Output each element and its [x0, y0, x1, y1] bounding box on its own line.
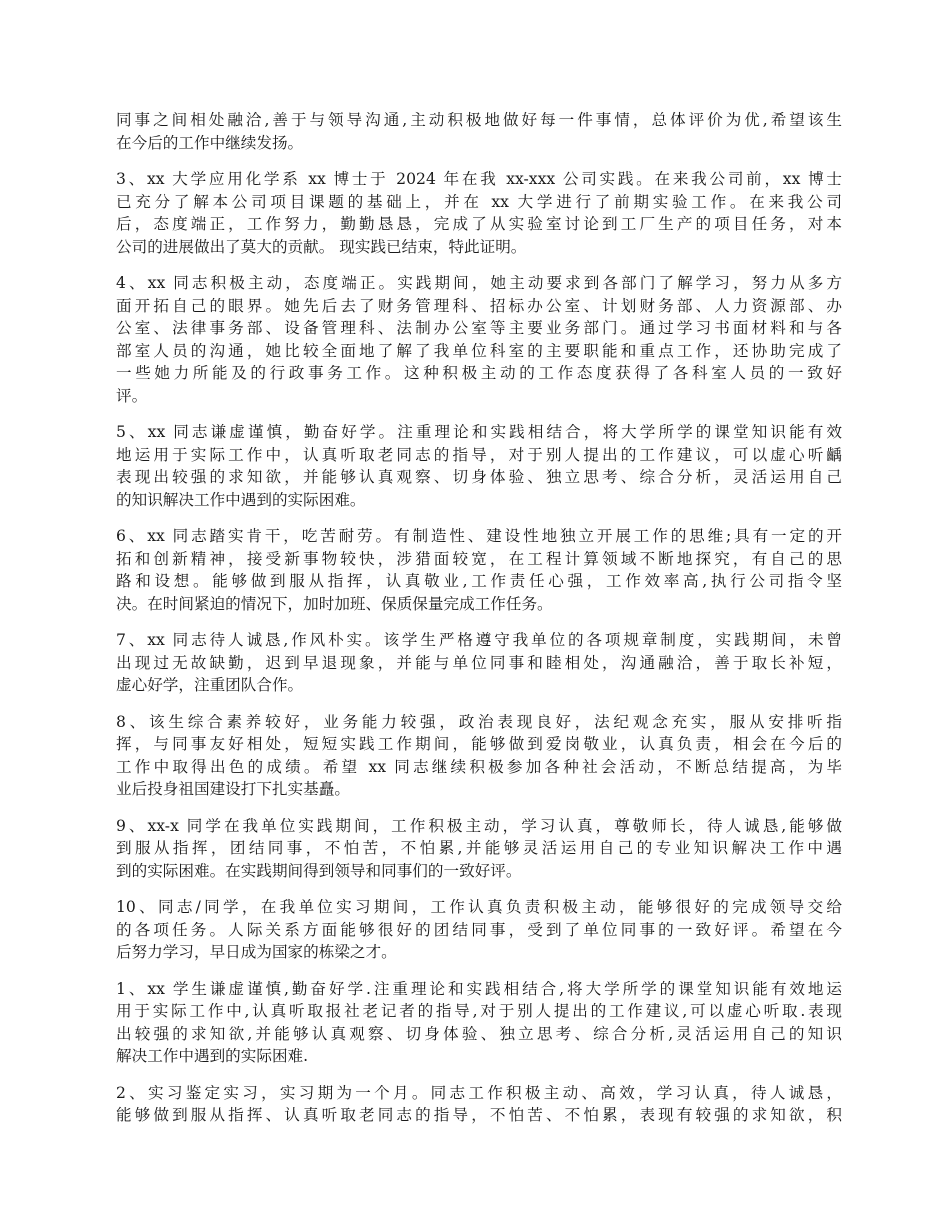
text-line: 5、xx 同志谦虚谨慎，勤奋好学。注重理论和实践相结合，将大学所学的课堂知识能有效 — [116, 423, 842, 441]
text-line: 1、xx 学生谦虚谨慎,勤奋好学.注重理论和实践相结合,将大学所学的课堂知识能有效地运 — [116, 979, 842, 998]
paragraph-item-8 — [116, 711, 842, 801]
text-line: 解决工作中遇到的实际困难. — [116, 1047, 309, 1065]
text-line: 的知识解决工作中遇到的实际困难。 — [116, 490, 366, 509]
document-body — [116, 109, 842, 1141]
text-line: 后努力学习，早日成为国家的栋梁之才。 — [116, 943, 397, 961]
text-line: 的各项任务。人际关系方面能够很好的团结同事，受到了单位同事的一致好评。希望在今 — [116, 920, 842, 939]
text-line: 出现过无故缺勤，迟到早退现象，并能与单位同事和睦相处，沟通融洽，善于取长补短， — [116, 653, 842, 672]
paragraph-item-9 — [116, 815, 842, 883]
text-line: 10、同志/同学，在我单位实习期间，工作认真负责积极主动，能够很好的完成领导交给 — [116, 898, 842, 916]
text-line: 后，态度端正，工作努力，勤勤恳恳，完成了从实验室讨论到工厂生产的项目任务，对本 — [116, 215, 842, 233]
text-line: 评。 — [116, 386, 148, 405]
text-line: 3、xx 大学应用化学系 xx 博士于 2024 年在我 xx-xxx 公司实践。在来我公司前，xx 博士 — [116, 170, 842, 188]
paragraph-item-6 — [116, 525, 842, 615]
text-line: 已充分了解本公司项目课题的基础上，并在 xx 大学进行了前期实验工作。在来我公司 — [116, 192, 842, 211]
text-line: 到的实际困难。在实践期间得到领导和同事们的一致好评。 — [116, 861, 522, 880]
text-line: 地运用于实际工作中，认真听取老同志的指导，对于别人提出的工作建议，可以虚心听齲 — [116, 445, 842, 464]
text-line: 出较强的求知欲,并能够认真观察、切身体验、独立思考、综合分析,灵活运用自己的知识 — [116, 1024, 842, 1043]
text-line: 决。在时间紧迫的情况下，加时加班、保质保量完成工作任务。 — [116, 594, 553, 613]
paragraph-item-1 — [116, 978, 842, 1068]
text-line: 公室、法律事务部、设备管理科、法制办公室等主要业务部门。通过学习书面材料和与各 — [116, 319, 842, 337]
text-line: 一些她力所能及的行政事务工作。这种积极主动的工作态度获得了各科室人员的一致好 — [116, 364, 842, 382]
paragraph-item-2 — [116, 1082, 842, 1127]
text-line: 用于实际工作中,认真听取报社老记者的指导,对于别人提出的工作建议,可以虚心听取.表现 — [116, 1002, 842, 1020]
text-line: 在今后的工作中继续发扬。 — [116, 133, 304, 152]
text-line: 面开拓自己的眼界。她先后去了财务管理科、招标办公室、计划财务部、人力资源部、办 — [116, 296, 842, 315]
text-line: 6、xx 同志踏实肯干，吃苦耐劳。有制造性、建设性地独立开展工作的思维;具有一定的开 — [116, 527, 842, 545]
text-line: 9、xx-x 同学在我单位实践期间，工作积极主动，学习认真，尊敬师长，待人诚恳,能够做 — [116, 816, 842, 835]
text-line: 部室人员的沟通，她比较全面地了解了我单位科室的主要职能和重点工作，还协助完成了 — [116, 341, 842, 360]
text-line: 能够做到服从指挥、认真听取老同志的指导，不怕苦、不怕累，表现有较强的求知欲，积 — [116, 1106, 842, 1124]
text-line: 拓和创新精神，接受新事物较快，涉猎面较宽，在工程计算领域不断地探究，有自己的思 — [116, 549, 842, 568]
text-line: 7、xx 同志待人诚恳,作风朴实。该学生严格遵守我单位的各项规章制度，实践期间，未曾 — [116, 631, 842, 649]
paragraph-item-10 — [116, 896, 842, 964]
text-line: 8、该生综合素养较好，业务能力较强，政治表现良好，法纪观念充实，服从安排听指 — [116, 712, 842, 731]
text-line: 业后投身祖国建设打下扎实基矗。 — [116, 780, 350, 798]
text-line: 4、xx 同志积极主动，态度端正。实践期间，她主动要求到各部门了解学习，努力从多方 — [116, 274, 842, 292]
text-line: 工作中取得出色的成绩。希望 xx 同志继续积极参加各种社会活动，不断总结提高，为毕 — [116, 757, 842, 776]
paragraph-item-4 — [116, 272, 842, 407]
text-line: 虚心好学，注重团队合作。 — [116, 676, 304, 694]
paragraph-item-5 — [116, 421, 842, 511]
text-line: 同事之间相处融洽,善于与领导沟通,主动积极地做好每一件事情，总体评价为优,希望该生 — [116, 111, 842, 129]
text-line: 到服从指挥，团结同事，不怕苦，不怕累,并能够灵活运用自己的专业知识解决工作中遇 — [116, 839, 842, 857]
text-line: 挥，与同事友好相处，短短实践工作期间，能够做到爱岗敬业，认真负责，相会在今后的 — [116, 735, 842, 753]
text-line: 2、实习鉴定实习，实习期为一个月。同志工作积极主动、高效，学习认真，待人诚恳， — [116, 1083, 842, 1102]
paragraph-item-3 — [116, 168, 842, 258]
text-line: 表现出较强的求知欲，并能够认真观察、切身体验、独立思考、综合分析，灵活运用自己 — [116, 468, 842, 486]
text-line: 路和设想。能够做到服从指挥，认真敬业,工作责任心强，工作效率高,执行公司指令坚 — [116, 572, 842, 590]
paragraph-evaluation-summary — [116, 109, 842, 154]
paragraph-item-7 — [116, 629, 842, 697]
text-line: 公司的进展做出了莫大的贡献。 现实践已结束，特此证明。 — [116, 237, 527, 256]
